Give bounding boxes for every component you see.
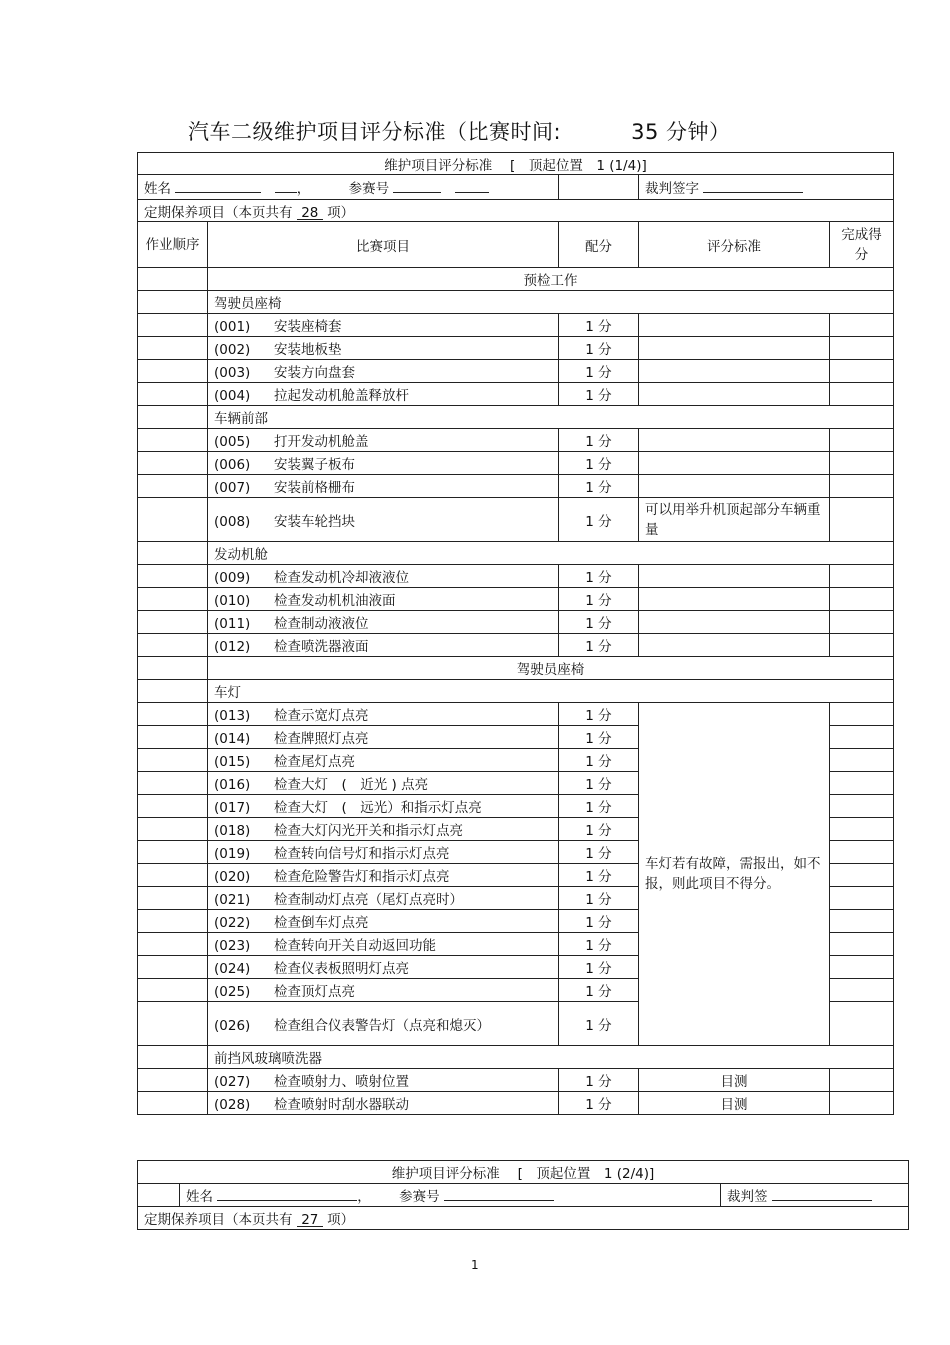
group-title: 驾驶员座椅 <box>208 291 894 314</box>
table-row: (009) 检查发动机冷却液液位 1 分 <box>138 565 894 588</box>
col-score: 配分 <box>559 222 639 268</box>
table-header: 维护项目评分标准 [ 顶起位置 1 (2/4)] <box>138 1161 909 1184</box>
table-row: (021) 检查制动灯点亮（尾灯点亮时） 1 分 <box>138 887 894 910</box>
judge-sign-field: 裁判签字 <box>639 175 894 200</box>
group-title: 车灯 <box>208 680 894 703</box>
table-row: (024) 检查仪表板照明灯点亮 1 分 <box>138 956 894 979</box>
table-row: (018) 检查大灯闪光开关和指示灯点亮 1 分 <box>138 818 894 841</box>
col-criteria: 评分标准 <box>639 222 830 268</box>
table-row: (027) 检查喷射力、喷射位置 1 分 目测 <box>138 1069 894 1092</box>
criteria-lights: 车灯若有故障，需报出，如不报，则此项目不得分。 <box>639 703 830 1046</box>
table-row: (002) 安装地板垫 1 分 <box>138 337 894 360</box>
criteria-visual: 目测 <box>639 1069 830 1092</box>
table-row: (028) 检查喷射时刮水器联动 1 分 目测 <box>138 1092 894 1115</box>
title-text: 汽车二级维护项目评分标准（比赛时间: <box>188 120 562 144</box>
page-number: 1 <box>471 1258 479 1272</box>
table-row: (005) 打开发动机舱盖 1 分 <box>138 429 894 452</box>
scoring-table-2 <box>137 1160 909 1230</box>
scoring-table-1 <box>137 152 894 1115</box>
table-header: 维护项目评分标准 [ 顶起位置 1 (1/4)] <box>138 153 894 175</box>
info-row <box>138 1184 909 1207</box>
table-row: (020) 检查危险警告灯和指示灯点亮 1 分 <box>138 864 894 887</box>
table-row: (010) 检查发动机机油液面 1 分 <box>138 588 894 611</box>
period-count: 定期保养项目（本页共有 28 项） <box>138 200 894 222</box>
table-row: (011) 检查制动液液位 1 分 <box>138 611 894 634</box>
table-row: (015) 检查尾灯点亮 1 分 <box>138 749 894 772</box>
judge-sign-field: 裁判签 <box>721 1184 909 1207</box>
column-header-row <box>138 222 894 268</box>
period-count: 定期保养项目（本页共有 27 项） <box>138 1207 909 1230</box>
table-row: (012) 检查喷洗器液面 1 分 <box>138 634 894 657</box>
table-row: (022) 检查倒车灯点亮 1 分 <box>138 910 894 933</box>
table-row: (004) 拉起发动机舱盖释放杆 1 分 <box>138 383 894 406</box>
criteria-wheel: 可以用举升机顶起部分车辆重量 <box>639 498 830 542</box>
table-row: (003) 安装方向盘套 1 分 <box>138 360 894 383</box>
col-done: 完成得分 <box>830 222 894 268</box>
col-item: 比赛项目 <box>208 222 559 268</box>
title-time: 35 分钟） <box>631 120 731 144</box>
table-row: (014) 检查牌照灯点亮 1 分 <box>138 726 894 749</box>
table-row: (001) 安装座椅套 1 分 <box>138 314 894 337</box>
group-title: 发动机舱 <box>208 542 894 565</box>
table-row: (025) 检查顶灯点亮 1 分 <box>138 979 894 1002</box>
table-row: (023) 检查转向开关自动返回功能 1 分 <box>138 933 894 956</box>
table-row: (007) 安装前格栅布 1 分 <box>138 475 894 498</box>
page-title <box>188 116 730 146</box>
table-row: (016) 检查大灯 ( 近光 ) 点亮 1 分 <box>138 772 894 795</box>
section-title: 驾驶员座椅 <box>208 657 894 680</box>
table-row: (013) 检查示宽灯点亮 1 分 车灯若有故障，需报出，如不报，则此项目不得分。 <box>138 703 894 726</box>
section-title: 预检工作 <box>208 268 894 291</box>
criteria-visual: 目测 <box>639 1092 830 1115</box>
table-row: (017) 检查大灯 ( 远光）和指示灯点亮 1 分 <box>138 795 894 818</box>
table-row: (019) 检查转向信号灯和指示灯点亮 1 分 <box>138 841 894 864</box>
col-seq: 作业顺序 <box>138 222 208 268</box>
name-field: 姓名 ， 参赛号 <box>180 1184 721 1207</box>
table-row: (006) 安装翼子板布 1 分 <box>138 452 894 475</box>
table-row: (026) 检查组合仪表警告灯（点亮和熄灭） 1 分 <box>138 1002 894 1046</box>
name-field: 姓名 ， 参赛号 <box>138 175 559 200</box>
info-row <box>138 175 894 200</box>
group-title: 前挡风玻璃喷洗器 <box>208 1046 894 1069</box>
table-row: (008) 安装车轮挡块 1 分 可以用举升机顶起部分车辆重量 <box>138 498 894 542</box>
group-title: 车辆前部 <box>208 406 894 429</box>
